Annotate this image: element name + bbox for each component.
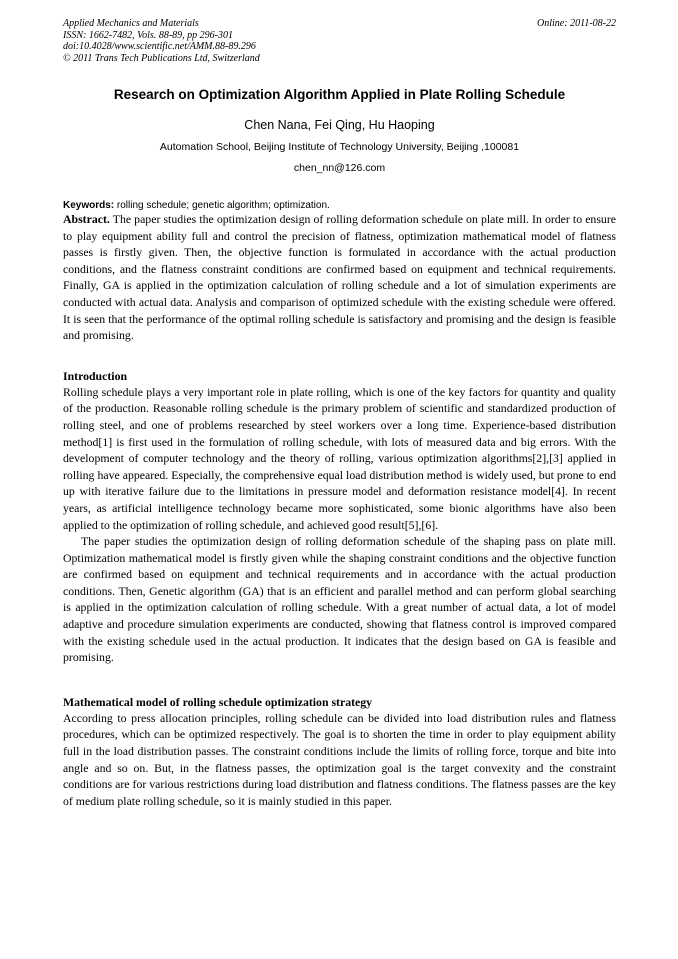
keywords-text: rolling schedule; genetic algorithm; optimization. <box>114 200 330 211</box>
authors-line: Chen Nana, Fei Qing, Hu Haoping <box>244 118 435 132</box>
section-heading-mathematical-model: Mathematical model of rolling schedule optimization strategy <box>63 694 373 709</box>
email-line: chen_nn@126.com <box>293 162 386 174</box>
mathematical-model-paragraph-1: According to press allocation principles, rolling schedule can be divided into load distribution rules and flatness procedures, which can be optimized respectively. The goal is to shorten the time in order to play equipment ability full in the load distribution passes. The constraint conditions include the limits of rolling force, torque and bite into angle and so on. But, in the flatness passes, the optimization goal is the target convexity and the constraint conditions are for various restrictions during load distribution and flatness conditions. The flatness passes are the key of medium plate rolling schedule, so it is mainly studied in this paper. <box>63 710 616 808</box>
paper-title: Research on Optimization Algorithm Applied in Plate Rolling Schedule <box>113 87 566 102</box>
publication-header <box>63 18 616 64</box>
journal-name: Applied Mechanics and Materials <box>63 18 199 29</box>
keywords-line <box>63 200 616 211</box>
copyright-line: © 2011 Trans Tech Publications Ltd, Switzerland <box>63 52 260 64</box>
doi-line: doi:10.4028/www.scientific.net/AMM.88-89.296 <box>63 41 256 52</box>
online-date: Online: 2011-08-22 <box>537 18 616 29</box>
publication-info <box>63 18 260 64</box>
abstract-text: The paper studies the optimization design of rolling deformation schedule on plate mill. In order to ensure to play equipment ability full and control the precision of flatness, optimization mathematical model of flatness passes is firstly given. Then, the objective function is formulated in accordance with the actual production conditions, and the flatness constraint conditions are confirmed based on equipment and technical requirements. Finally, GA is applied in the optimization calculation of rolling schedule and a lot of simulation experiments are conducted with actual data. Analysis and comparison of optimized schedule with the existing schedule were offered. It is seen that the performance of the optimal rolling schedule is satisfactory and promising and the design is feasible and promising. <box>63 212 616 343</box>
affiliation-line: Automation School, Beijing Institute of Technology University, Beijing ,100081 <box>159 141 520 153</box>
introduction-paragraph-2: The paper studies the optimization design of rolling deformation schedule of the shaping pass on plate mill. Optimization mathematical model is firstly given while the shaping constraint conditions and the objective function are confirmed based on equipment and technical requirements and in accordance with the actual production conditions. Then, Genetic algorithm (GA) that is an efficient and parallel method and can perform global searching is applied in the optimization calculation of rolling schedule. With a great number of actual data, a lot of model adaptive and procedure simulation experiments are conducted, showing that flatness control is improved compared with the existing schedule used in the actual production. It indicates that the design based on GA is feasible and promising. <box>63 534 616 665</box>
abstract-paragraph <box>63 211 616 344</box>
section-heading-introduction: Introduction <box>63 368 128 383</box>
keywords-label: Keywords: <box>63 200 115 211</box>
issn-line: ISSN: 1662-7482, Vols. 88-89, pp 296-301 <box>63 29 233 41</box>
introduction-paragraph-1: Rolling schedule plays a very important role in plate rolling, which is one of the key factors for quantity and quality of the production. Reasonable rolling schedule is the primary problem of scientific and standardized production of rolling steel, and one of problems researched by steel workers over a long time. Experience-based distribution method[1] is first used in the formulation of rolling schedule, with lots of measured data and big errors. With the development of computer technology and the theory of rolling, various optimization algorithms[2],[3] applied in rolling have appeared. Especially, the comprehensive equal load distribution method is widely used, but prone to end up with iterative failure due to the limitations in pressure model and deformation resistance model[4]. In recent years, as artificial intelligence technology became more sophisticated, some bionic algorithms have also been applied to the optimization of rolling schedule, and achieved good result[5],[6]. <box>63 384 616 532</box>
abstract-label: Abstract. <box>63 212 110 226</box>
